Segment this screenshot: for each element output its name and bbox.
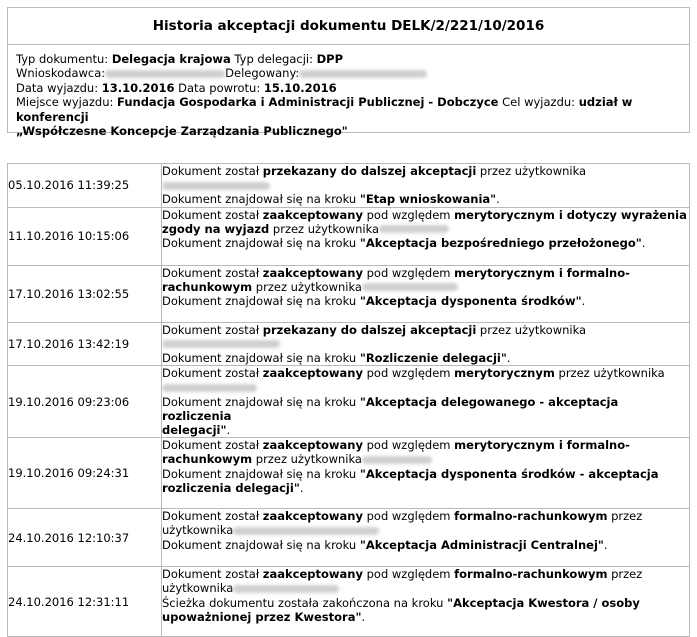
text: użytkownika: [162, 523, 234, 538]
redacted-applicant: [105, 70, 225, 78]
step-name: "Akceptacja dysponenta środków - akceptacja: [359, 466, 659, 481]
redacted-user: [233, 585, 339, 593]
text: pod względem: [362, 509, 455, 524]
text-bold: zaakceptowany: [262, 366, 363, 381]
table-row: [8, 366, 690, 438]
deleg-type-value: DPP: [316, 52, 344, 66]
history-description: [162, 509, 690, 567]
text: Dokument znajdował się na kroku: [162, 236, 360, 251]
text-bold: merytorycznym: [454, 366, 555, 381]
history-date: 05.10.2016 11:39:25: [8, 164, 162, 208]
redacted-user: [162, 384, 257, 392]
purpose-label: Cel wyjazdu:: [502, 95, 576, 110]
text: przez: [607, 567, 643, 582]
document-info: [7, 45, 690, 139]
info-line-dates: [16, 81, 689, 95]
history-date: 17.10.2016 13:42:19: [8, 322, 162, 366]
redacted-user: [162, 340, 280, 348]
text-bold: zaakceptowany: [262, 509, 363, 524]
text: Dokument został: [162, 164, 263, 178]
text: pod względem: [362, 567, 455, 582]
text: Dokument został: [162, 265, 263, 280]
text: przez użytkownika: [476, 322, 587, 337]
text: Dokument znajdował się na kroku: [162, 466, 360, 481]
info-line-purpose: [16, 124, 689, 138]
text: Dokument znajdował się na kroku: [162, 192, 360, 207]
text: pod względem: [362, 265, 455, 280]
table-row: [8, 207, 690, 265]
info-line-people: [16, 66, 689, 80]
text: .: [496, 192, 500, 207]
history-date: 11.10.2016 10:15:06: [8, 207, 162, 265]
text: Dokument znajdował się na kroku: [162, 351, 360, 366]
purpose-value-cont: „Współczesne Koncepcje Zarządzania Publicznego": [16, 124, 348, 139]
text: przez użytkownika: [252, 279, 362, 294]
page-title: Historia akceptacji dokumentu DELK/2/221/10/2016: [7, 7, 690, 45]
table-row: [8, 164, 690, 208]
departure-label: Data wyjazdu:: [16, 80, 99, 95]
doc-type-value: Delegacja krajowa: [111, 52, 231, 66]
place-value: Fundacja Gospodarka i Administracji Publicznej - Dobczyce: [117, 95, 499, 110]
applicant-label: Wnioskodawca:: [16, 66, 106, 81]
history-description: [162, 207, 690, 265]
table-row: [8, 438, 690, 509]
text: przez użytkownika: [252, 452, 362, 467]
text: pod względem: [362, 438, 455, 453]
text-bold: zgody na wyjazd: [162, 221, 270, 236]
text: pod względem: [362, 207, 455, 222]
text: Dokument został: [162, 567, 263, 582]
redacted-user: [162, 182, 270, 190]
text: Dokument znajdował się na kroku: [162, 294, 360, 309]
text: Dokument został: [162, 366, 263, 381]
text: .: [361, 609, 366, 624]
table-row: [8, 509, 690, 567]
text-bold: zaakceptowany: [262, 567, 363, 582]
place-label: Miejsce wyjazdu:: [16, 95, 114, 110]
step-name: delegacji": [162, 423, 227, 438]
text: .: [506, 351, 511, 366]
text-bold: merytorycznym i formalno-: [454, 438, 630, 453]
text: przez użytkownika: [476, 164, 587, 178]
history-description: [162, 567, 690, 637]
history-description: [162, 164, 690, 208]
departure-value: 13.10.2016: [101, 80, 175, 95]
step-name: "Akceptacja bezpośredniego przełożonego": [359, 236, 642, 251]
step-name: rozliczenia delegacji": [162, 480, 300, 495]
text: Dokument został: [162, 322, 263, 337]
table-row: [8, 567, 690, 637]
purpose-value: udział w konferencji: [16, 95, 633, 124]
step-name: "Akceptacja Administracji Centralnej": [359, 537, 604, 552]
text: Dokument został: [162, 509, 263, 524]
doc-type-label: Typ dokumentu:: [16, 52, 109, 66]
text-bold: przekazany do dalszej akceptacji: [262, 164, 477, 178]
return-value: 15.10.2016: [263, 80, 337, 95]
history-date: 24.10.2016 12:10:37: [8, 509, 162, 567]
step-name: "Akceptacja delegowanego - akceptacja rozliczenia: [162, 394, 619, 423]
redacted-user: [379, 225, 449, 233]
table-row: [8, 322, 690, 366]
info-line-type: [16, 52, 689, 66]
text: Dokument znajdował się na kroku: [162, 394, 360, 409]
text-bold: zaakceptowany: [262, 438, 363, 453]
text-bold: formalno-rachunkowym: [454, 509, 608, 524]
history-date: 19.10.2016 09:24:31: [8, 438, 162, 509]
text: .: [581, 294, 586, 309]
text: Dokument został: [162, 207, 263, 222]
text: użytkownika: [162, 581, 234, 596]
text: Ścieżka dokumentu została zakończona na kroku: [162, 595, 448, 610]
text: przez użytkownika: [269, 221, 380, 236]
step-name: "Akceptacja dysponenta środków": [359, 294, 582, 309]
redacted-user: [362, 283, 458, 291]
step-name: "Rozliczenie delegacji": [359, 351, 507, 366]
info-line-place: [16, 95, 689, 124]
text: .: [299, 480, 304, 495]
history-description: [162, 322, 690, 366]
redacted-user: [362, 456, 432, 464]
step-name: "Akceptacja Kwestora / osoby: [447, 595, 640, 610]
text-bold: rachunkowym: [162, 279, 253, 294]
table-row: [8, 265, 690, 322]
history-date: 24.10.2016 12:31:11: [8, 567, 162, 637]
text: .: [226, 423, 231, 438]
text-bold: przekazany do dalszej akceptacji: [262, 322, 477, 337]
text-bold: zaakceptowany: [262, 265, 363, 280]
step-name: "Etap wnioskowania": [359, 192, 497, 207]
text: przez: [607, 509, 643, 524]
history-description: [162, 438, 690, 509]
redacted-user: [233, 527, 379, 535]
text: Dokument znajdował się na kroku: [162, 537, 360, 552]
delegate-label: Delegowany:: [225, 66, 300, 81]
text-bold: merytorycznym i formalno-: [454, 265, 630, 280]
history-description: [162, 366, 690, 438]
return-label: Data powrotu:: [178, 80, 261, 95]
text-bold: zaakceptowany: [262, 207, 363, 222]
history-date: 17.10.2016 13:02:55: [8, 265, 162, 322]
text-bold: merytorycznym i dotyczy wyrażenia: [454, 207, 687, 222]
text: pod względem: [362, 366, 455, 381]
history-description: [162, 265, 690, 322]
text-bold: formalno-rachunkowym: [454, 567, 608, 582]
text: .: [603, 537, 608, 552]
text-bold: rachunkowym: [162, 452, 253, 467]
deleg-type-label: Typ delegacji:: [234, 52, 313, 66]
history-date: 19.10.2016 09:23:06: [8, 366, 162, 438]
history-table: [7, 163, 690, 637]
text: Dokument został: [162, 438, 263, 453]
redacted-delegate: [299, 70, 427, 78]
text: przez użytkownika: [554, 366, 665, 381]
step-name: upoważnionej przez Kwestora": [162, 609, 362, 624]
text: .: [641, 236, 646, 251]
